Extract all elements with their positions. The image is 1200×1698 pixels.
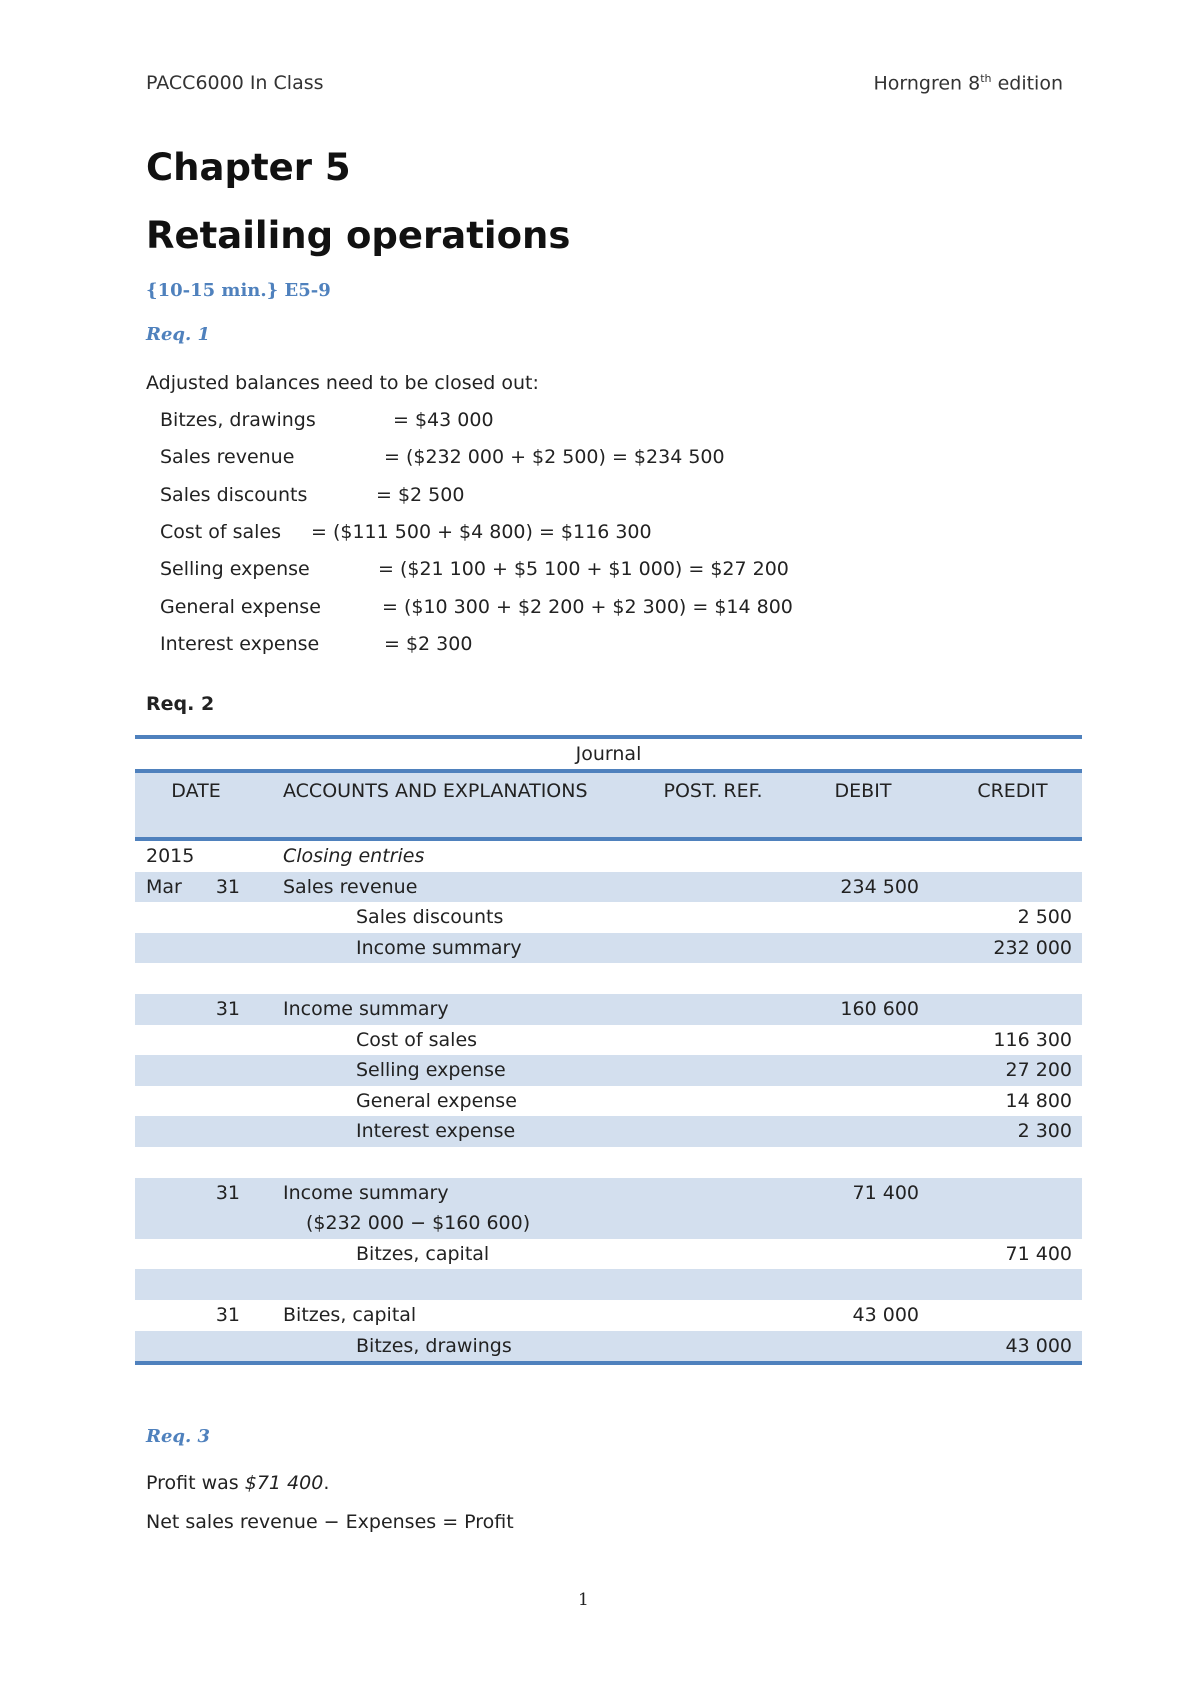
header-left: PACC6000 In Class: [146, 72, 324, 94]
date-cell: [135, 1055, 257, 1086]
credit-cell: [943, 1300, 1082, 1331]
journal-row: [135, 839, 1082, 872]
balance-label: Sales discounts: [160, 483, 308, 506]
date-cell: [135, 963, 257, 994]
journal-row: [135, 1269, 1082, 1300]
account-cell: Bitzes, capital: [356, 1242, 490, 1265]
credit-cell: [943, 839, 1082, 872]
balance-value: = $2 500: [376, 483, 465, 506]
date-cell: 31: [135, 994, 257, 1025]
exercise-label: {10-15 min.} E5-9: [146, 280, 331, 301]
post-ref-cell: [643, 1269, 783, 1300]
account-cell: Selling expense: [257, 1055, 643, 1086]
balance-label: Selling expense: [160, 558, 310, 581]
col-credit: CREDIT: [943, 771, 1082, 839]
account-cell: [257, 963, 643, 994]
credit-cell: [943, 1178, 1082, 1209]
req3-label: Req. 3: [146, 1426, 211, 1447]
journal-row: [135, 1147, 1082, 1178]
account-cell: Sales discounts: [356, 906, 504, 929]
debit-cell: 234 500: [783, 872, 943, 903]
date-cell: Mar 31: [135, 872, 257, 903]
date-cell: [135, 1025, 257, 1056]
post-ref-cell: [643, 1178, 783, 1209]
journal-row: [135, 994, 1082, 1025]
col-date: DATE: [135, 771, 257, 839]
debit-cell: 43 000: [852, 1303, 919, 1326]
journal-row: [135, 963, 1082, 994]
post-ref-cell: [643, 1055, 783, 1086]
journal-row: [135, 1178, 1082, 1209]
balance-value: = ($21 100 + $5 100 + $1 000) = $27 200: [378, 558, 789, 581]
post-ref-cell: [643, 933, 783, 964]
debit-cell: [783, 1269, 943, 1300]
post-ref-cell: [643, 902, 783, 933]
balance-value: = ($232 000 + $2 500) = $234 500: [384, 446, 725, 469]
debit-cell: 160 600: [783, 994, 943, 1025]
journal-row: [135, 1025, 1082, 1056]
journal-row: [135, 1086, 1082, 1117]
debit-cell: [783, 1331, 943, 1364]
credit-cell: 116 300: [993, 1028, 1072, 1051]
account-cell: [257, 1269, 643, 1300]
credit-cell: [943, 963, 1082, 994]
journal-row: [135, 1331, 1082, 1364]
header-right: Horngren 8th edition: [873, 72, 1063, 95]
page-title: Retailing operations: [146, 214, 571, 257]
post-ref-cell: [643, 1300, 783, 1331]
credit-cell: 27 200: [943, 1055, 1082, 1086]
date-cell: [135, 1116, 257, 1147]
date-cell: [135, 1147, 257, 1178]
balance-label: Interest expense: [160, 632, 320, 655]
balance-label: Sales revenue: [160, 446, 295, 469]
date-cell: [135, 1208, 257, 1239]
date-cell: [135, 1239, 257, 1270]
page-number: 1: [578, 1590, 589, 1610]
journal-row: [135, 902, 1082, 933]
journal-table: [135, 735, 1082, 1365]
debit-cell: [783, 933, 943, 964]
journal-row: [135, 1116, 1082, 1147]
credit-cell: [943, 872, 1082, 903]
debit-cell: [783, 1239, 943, 1270]
debit-cell: [783, 1086, 943, 1117]
credit-cell: 2 300: [943, 1116, 1082, 1147]
post-ref-cell: [643, 872, 783, 903]
date-cell: 31: [135, 1178, 257, 1209]
date-cell: [135, 902, 257, 933]
account-cell: Sales revenue: [257, 872, 643, 903]
credit-cell: [943, 994, 1082, 1025]
journal-row: [135, 1300, 1082, 1331]
post-ref-cell: [643, 1208, 783, 1239]
credit-cell: 2 500: [1017, 906, 1072, 929]
account-cell: Closing entries: [283, 845, 425, 867]
balance-label: General expense: [160, 595, 321, 618]
account-cell: Bitzes, drawings: [257, 1331, 643, 1364]
debit-cell: [783, 1055, 943, 1086]
balance-label: Bitzes, drawings: [160, 409, 316, 431]
col-accounts: ACCOUNTS AND EXPLANATIONS: [257, 771, 643, 839]
date-cell: [135, 1331, 257, 1364]
account-cell: Income summary: [257, 933, 643, 964]
profit-statement: Profit was $71 400.: [146, 1472, 330, 1494]
post-ref-cell: [643, 1086, 783, 1117]
date-cell: [135, 933, 257, 964]
account-cell: Interest expense: [257, 1116, 643, 1147]
post-ref-cell: [643, 1331, 783, 1364]
credit-cell: [943, 1147, 1082, 1178]
debit-cell: [783, 1147, 943, 1178]
balance-label: Cost of sales: [160, 520, 282, 543]
post-ref-cell: [643, 994, 783, 1025]
post-ref-cell: [643, 963, 783, 994]
post-ref-cell: [643, 1147, 783, 1178]
journal-title: Journal: [135, 737, 1082, 771]
account-cell: General expense: [356, 1089, 517, 1112]
debit-cell: [783, 1208, 943, 1239]
req2-label: Req. 2: [146, 693, 215, 715]
journal-row: [135, 1208, 1082, 1239]
balance-value: = $2 300: [384, 632, 473, 655]
debit-cell: [783, 1025, 943, 1056]
date-cell: 2015: [146, 845, 195, 867]
post-ref-cell: [643, 1116, 783, 1147]
debit-cell: [783, 902, 943, 933]
post-ref-cell: [643, 1239, 783, 1270]
account-cell: [257, 1147, 643, 1178]
credit-cell: 43 000: [943, 1331, 1082, 1364]
balance-value: = ($111 500 + $4 800) = $116 300: [311, 520, 652, 543]
account-cell: Income summary: [257, 994, 643, 1025]
date-cell: [135, 1086, 257, 1117]
chapter-heading: Chapter 5: [146, 146, 351, 189]
debit-cell: 71 400: [783, 1178, 943, 1209]
balance-value: = ($10 300 + $2 200 + $2 300) = $14 800: [382, 595, 793, 618]
post-ref-cell: [643, 1025, 783, 1056]
account-cell: Bitzes, capital: [283, 1303, 417, 1326]
date-cell: 31: [215, 1303, 240, 1326]
col-post-ref: POST. REF.: [643, 771, 783, 839]
date-cell: [135, 1269, 257, 1300]
journal-row: [135, 1055, 1082, 1086]
post-ref-cell: [643, 839, 783, 872]
profit-formula: Net sales revenue − Expenses = Profit: [146, 1511, 514, 1533]
journal-row: [135, 1239, 1082, 1270]
debit-cell: [783, 1116, 943, 1147]
journal-row: [135, 933, 1082, 964]
debit-cell: [783, 839, 943, 872]
credit-cell: [943, 1208, 1082, 1239]
req1-label: Req. 1: [146, 324, 211, 345]
account-cell: ($232 000 − $160 600): [257, 1208, 643, 1239]
credit-cell: 71 400: [1005, 1242, 1072, 1265]
col-debit: DEBIT: [783, 771, 943, 839]
balance-value: = $43 000: [393, 409, 494, 431]
debit-cell: [783, 963, 943, 994]
req1-intro: Adjusted balances need to be closed out:: [146, 372, 539, 394]
credit-cell: [943, 1269, 1082, 1300]
journal-row: [135, 872, 1082, 903]
account-cell: Cost of sales: [356, 1028, 478, 1051]
account-cell: Income summary: [257, 1178, 643, 1209]
credit-cell: 14 800: [1005, 1089, 1072, 1112]
credit-cell: 232 000: [943, 933, 1082, 964]
